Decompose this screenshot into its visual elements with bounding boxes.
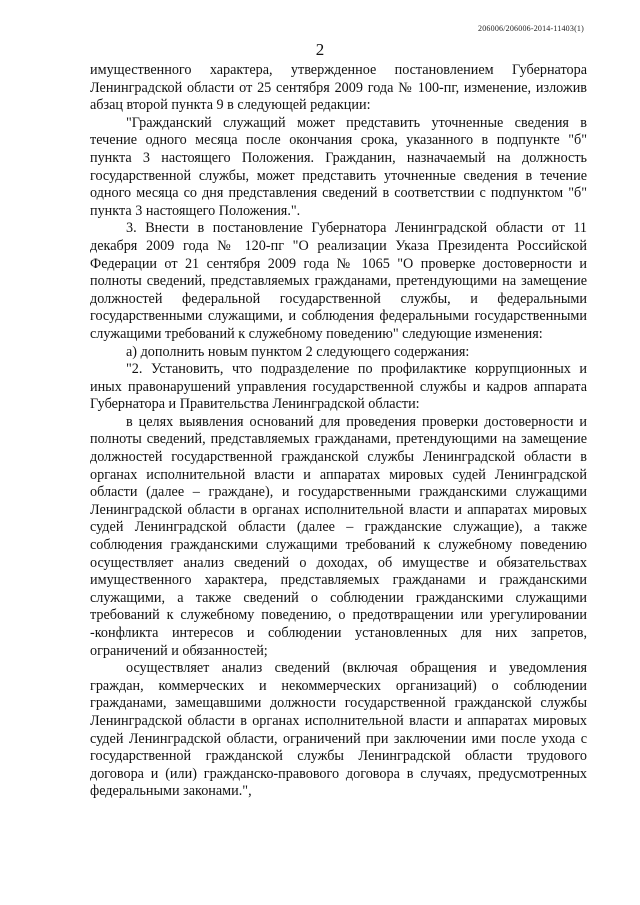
paragraph-item-3: 3. Внести в постановление Губернатора Ленинградской области от 11 декабря 2009 года № 120-пг "О реализации Указа Президента Российской Федерации от 21 сентября 2009 года № 1065 "О проверке достоверности и полноты сведений, представляемых гражданами, претендующими на замещение должностей федеральной государственной службы, и федеральными государственными служащими, и соблюдения федеральными государственными служащими требований к служебному поведению" следующие изменения: (90, 220, 587, 342)
paragraph-continuation: имущественного характера, утвержденное постановлением Губернатора Ленинградской области от 25 сентября 2009 года № 100-пг, изменение, изложив абзац второй пункта 9 в следующей редакции: (90, 62, 587, 114)
paragraph-amended-text: "Гражданский служащий может представить уточненные сведения в течение одного месяца после окончания срока, указанного в подпункте "б" пункта 3 настоящего Положения. Гражданин, назначаемый на должность государственной службы, может представить уточненные сведения в течение одного месяца со дня представления сведений в соответствии с подпунктом "б" пункта 3 настоящего Положения.". (90, 114, 587, 219)
paragraph-new-item-2: "2. Установить, что подразделение по профилактике коррупционных и иных правонарушений управления государственной службы и кадров аппарата Губернатора и Правительства Ленинградской области: (90, 361, 587, 413)
paragraph-subitem-a: а) дополнить новым пунктом 2 следующего содержания: (126, 343, 470, 360)
document-body (90, 62, 587, 801)
document-registration-code: 206006/206006-2014-11403(1) (478, 24, 584, 33)
page-number: 2 (315, 40, 325, 59)
paragraph-identification-goals: в целях выявления оснований для проведения проверки достоверности и полноты сведений, представляемых гражданами, претендующими на замещение должностей государственной гражданской службы Ленинградской области в органах исполнительной власти и аппаратах мировых судей Ленинградской области (далее – граждане), и государственными гражданскими служащими Ленинградской области в органах исполнительной власти и аппаратах мировых судей Ленинградской области (далее – гражданские служащие), а также соблюдения гражданскими служащими требований к служебному поведению осуществляет анализ сведений о доходах, об имуществе и обязательствах имущественного характера, представляемых гражданами и гражданскими служащими, а также сведений о соблюдении гражданскими служащими требований к служебному поведению, о предотвращении или урегулировании -конфликта интересов и соблюдении установленных для них запретов, ограничений и обязанностей; (90, 413, 587, 659)
paragraph-analysis-duties: осуществляет анализ сведений (включая обращения и уведомления граждан, коммерческих и некоммерческих организаций) о соблюдении гражданами, замещавшими должности государственной гражданской службы Ленинградской области в органах исполнительной власти и аппаратах мировых судей Ленинградской области, ограничений при заключении ими после ухода с государственной гражданской службы Ленинградской области трудового договора и (или) гражданско-правового договора в случаях, предусмотренных федеральными законами.", (90, 660, 587, 800)
